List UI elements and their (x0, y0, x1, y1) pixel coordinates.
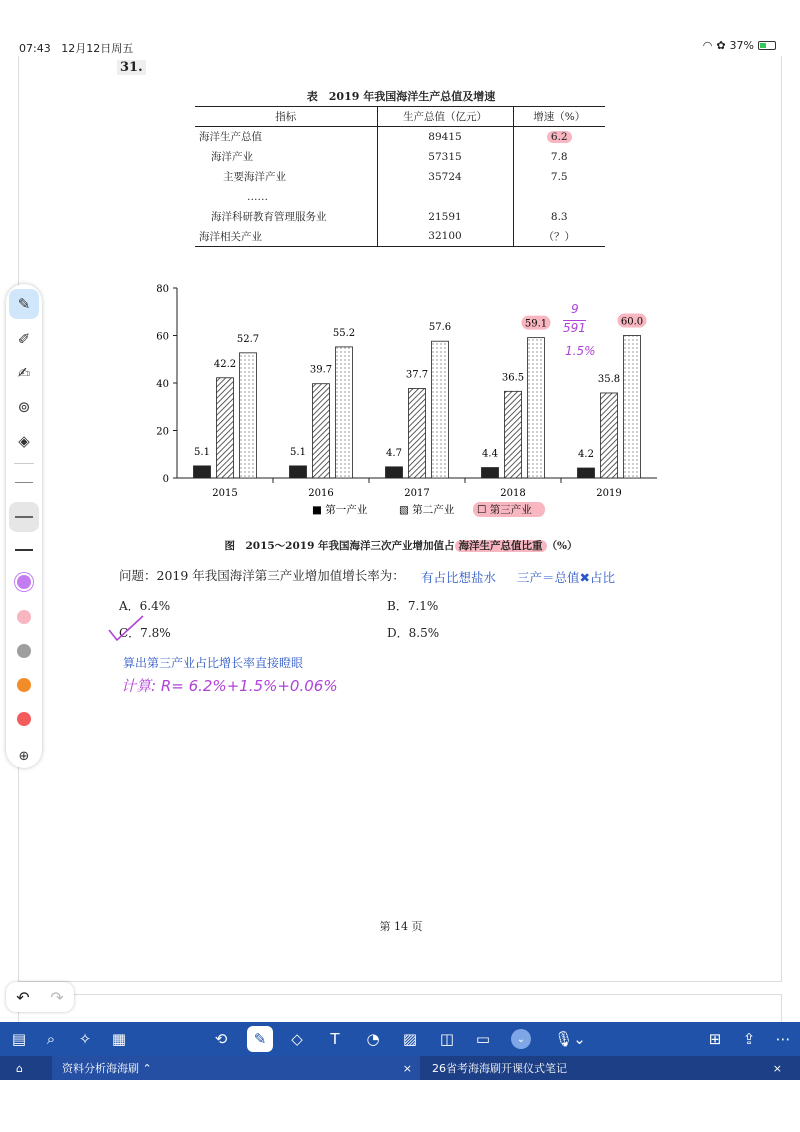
stroke-thin[interactable] (15, 482, 33, 483)
row-name: 主要海洋产业 (195, 167, 377, 187)
wifi-icon: ◠ (702, 39, 713, 52)
value-label: 55.2 (332, 327, 356, 339)
document-page[interactable] (18, 56, 782, 982)
y-tick-label: 40 (156, 379, 169, 390)
pen-tool-icon[interactable]: ✎ (247, 1026, 273, 1052)
tab-second[interactable] (424, 1056, 794, 1080)
legend-item: ▧ 第二产业 (399, 504, 455, 516)
y-tick-label: 80 (156, 284, 169, 295)
bar-chart (127, 278, 687, 518)
row-value: 89415 (377, 127, 513, 147)
row-value: 35724 (377, 167, 513, 187)
page-number: 第 14 页 (379, 920, 423, 933)
image-icon[interactable]: ▨ (402, 1030, 418, 1048)
chart-caption (19, 538, 783, 553)
option-a[interactable]: A．6.4% (119, 599, 171, 613)
data-table (195, 106, 605, 247)
note-icon[interactable]: ▭ (475, 1030, 491, 1048)
expand-chevron-icon[interactable]: ⌄ (511, 1029, 531, 1049)
row-growth-value: 6.2 (547, 131, 572, 143)
sticker-icon[interactable]: ◔ (366, 1030, 380, 1048)
tab-active-label: 资料分析海海刷 (62, 1062, 139, 1075)
stroke-thick[interactable] (15, 549, 33, 551)
value-label: 4.4 (482, 448, 498, 460)
y-tick-label: 0 (162, 474, 169, 485)
row-name: 海洋产业 (195, 147, 377, 167)
color-gray-swatch[interactable] (17, 644, 31, 658)
status-bar-left (19, 40, 133, 56)
row-growth-value: 8.3 (550, 210, 568, 223)
fountain-pen-icon[interactable]: ✎ (9, 289, 39, 319)
row-value: 32100 (377, 227, 513, 247)
sidebar-icon[interactable]: ▤ (11, 1030, 27, 1048)
x-tick-label: 2019 (596, 488, 622, 499)
lasso-pen-icon[interactable]: ⊚ (17, 398, 31, 416)
table-header-growth: 增速（%） (513, 107, 605, 127)
table-row (195, 207, 605, 227)
new-page-icon[interactable]: ⊞ (708, 1030, 722, 1048)
value-label: 59.1 (524, 318, 548, 330)
value-label: 57.6 (428, 322, 452, 334)
row-name: 海洋相关产业 (195, 227, 377, 247)
voice-icon[interactable]: 🎙⌄ (554, 1030, 586, 1048)
legend-item: ■ 第一产业 (312, 504, 368, 516)
legend-item: ☐ 第三产业 (477, 504, 532, 516)
value-label: 5.1 (290, 446, 306, 458)
home-icon[interactable]: ⌂ (16, 1061, 23, 1075)
bar-1 (386, 467, 403, 478)
x-tick-label: 2016 (308, 488, 334, 499)
row-growth (513, 227, 605, 247)
bar-3 (336, 347, 353, 478)
stroke-medium-selected[interactable] (9, 502, 39, 532)
option-c[interactable]: C．7.8% (119, 626, 171, 640)
battery-percent: 37% (729, 39, 754, 52)
row-growth (513, 207, 605, 227)
ai-sparkle-icon[interactable]: ✧ (78, 1030, 92, 1048)
bar-2 (505, 391, 522, 478)
bar-3 (432, 341, 449, 478)
row-name: 海洋生产总值 (195, 127, 377, 147)
tool-palette (6, 284, 42, 768)
x-tick-label: 2017 (404, 488, 430, 499)
color-red-swatch[interactable] (17, 712, 31, 726)
caption-text: 图 2015～2019 年我国海洋三次产业增加值占 (224, 540, 455, 552)
row-value (377, 187, 513, 207)
note-salt-water: 有占比想盐水 (421, 570, 497, 585)
more-icon[interactable]: ⋯ (775, 1030, 791, 1048)
bar-2 (217, 378, 234, 478)
value-label: 42.2 (213, 358, 237, 370)
bottom-toolbar (0, 1022, 800, 1056)
tab-menu-chevron-icon[interactable]: ⌃ (142, 1061, 152, 1075)
x-tick-label: 2015 (212, 488, 238, 499)
status-bar-right (703, 39, 776, 52)
tab-bar (0, 1056, 800, 1080)
check-mark-annotation (107, 614, 147, 644)
tab-close-icon[interactable]: × (402, 1061, 412, 1075)
color-pink-swatch[interactable] (17, 610, 31, 624)
bar-3 (624, 336, 641, 479)
table-title: 表 2019 年我国海洋生产总值及增速 (306, 90, 496, 103)
ball-pen-icon[interactable]: ✐ (17, 330, 31, 348)
table-row (195, 227, 605, 247)
share-icon[interactable]: ⇪ (742, 1030, 756, 1048)
brush-pen-icon[interactable]: ✍ (17, 364, 31, 382)
row-growth-value: 7.5 (550, 170, 568, 183)
focus-icon: ✿ (716, 39, 726, 52)
value-label: 39.7 (309, 364, 333, 376)
value-label: 37.7 (405, 369, 429, 381)
search-icon[interactable]: ⌕ (46, 1030, 56, 1048)
status-time: 07:43 (19, 42, 51, 55)
row-growth (513, 167, 605, 187)
bar-3 (528, 338, 545, 478)
row-growth (513, 127, 605, 147)
status-date: 12月12日周五 (61, 42, 134, 55)
value-label: 36.5 (501, 372, 525, 384)
option-d[interactable]: D．8.5% (387, 626, 440, 640)
row-growth (513, 147, 605, 167)
table-header-value: 生产总值（亿元） (377, 107, 513, 127)
tab-active[interactable] (52, 1056, 420, 1080)
bar-2 (601, 393, 618, 478)
lasso-icon[interactable]: ⟲ (214, 1030, 228, 1048)
bottom-blank-area (0, 1080, 800, 1132)
palette-divider (14, 463, 34, 464)
y-tick-label: 60 (156, 331, 169, 343)
y-tick-label: 20 (156, 426, 169, 438)
row-name: 海洋科研教育管理服务业 (195, 207, 377, 227)
tab-second-label: 26省考海海刷开课仪式笔记 (432, 1062, 567, 1075)
undo-redo (6, 982, 74, 1012)
bar-2 (409, 388, 426, 478)
document-icon[interactable]: ▦ (111, 1030, 127, 1048)
value-label: 4.7 (386, 447, 402, 459)
x-tick-label: 2018 (500, 488, 526, 499)
bar-3 (240, 353, 257, 478)
row-name: …… (195, 187, 377, 207)
table-row (195, 147, 605, 167)
color-orange-swatch[interactable] (17, 678, 31, 692)
row-value: 21591 (377, 207, 513, 227)
next-page[interactable] (18, 994, 782, 1024)
table-header-indicator: 指标 (195, 107, 377, 127)
shapes-icon[interactable]: ◈ (18, 432, 30, 450)
battery-icon (758, 41, 776, 50)
handwritten-fraction: 591 (563, 321, 586, 335)
tab-second-close-icon[interactable]: × (772, 1061, 782, 1075)
bar-1 (290, 466, 307, 478)
undo-icon[interactable]: ↶ (16, 987, 30, 1007)
handwritten-nine: 9 (571, 302, 579, 316)
table-row (195, 167, 605, 187)
bar-1 (482, 468, 499, 478)
caption-highlight: 海洋生产总值比重 (455, 540, 547, 552)
value-label: 35.8 (597, 373, 621, 385)
value-label: 60.0 (620, 316, 644, 328)
handwritten-percent: 1.5% (565, 344, 596, 358)
text-box-icon[interactable]: T (330, 1030, 340, 1048)
redo-icon[interactable]: ↷ (50, 987, 64, 1007)
note-direct: 算出第三产业占比增长率直接瞪眼 (123, 656, 304, 670)
row-growth (513, 187, 605, 207)
value-label: 52.7 (236, 333, 260, 345)
handwritten-calculation: 计算: R= 6.2%+1.5%+0.06% (121, 677, 338, 695)
question-text: 问题：2019 年我国海洋第三产业增加值增长率为： (119, 568, 405, 583)
shapes-tool-icon[interactable]: ◫ (439, 1030, 455, 1048)
row-growth-value: （？） (543, 230, 575, 243)
value-label: 5.1 (194, 446, 210, 458)
question-number: 31. (117, 60, 146, 75)
bar-1 (194, 466, 211, 478)
row-growth-value: 7.8 (550, 150, 568, 163)
add-color-icon[interactable]: ⊕ (18, 748, 30, 764)
caption-unit: （%） (546, 540, 578, 552)
table-row (195, 127, 605, 147)
value-label: 4.2 (578, 449, 594, 461)
table-row (195, 187, 605, 207)
option-b[interactable]: B．7.1% (387, 599, 439, 613)
color-purple-swatch[interactable] (17, 575, 31, 589)
bar-2 (313, 384, 330, 478)
row-value: 57315 (377, 147, 513, 167)
note-formula: 三产＝总值✖占比 (517, 570, 615, 585)
bar-1 (578, 468, 595, 478)
eraser-icon[interactable]: ◇ (291, 1030, 303, 1048)
